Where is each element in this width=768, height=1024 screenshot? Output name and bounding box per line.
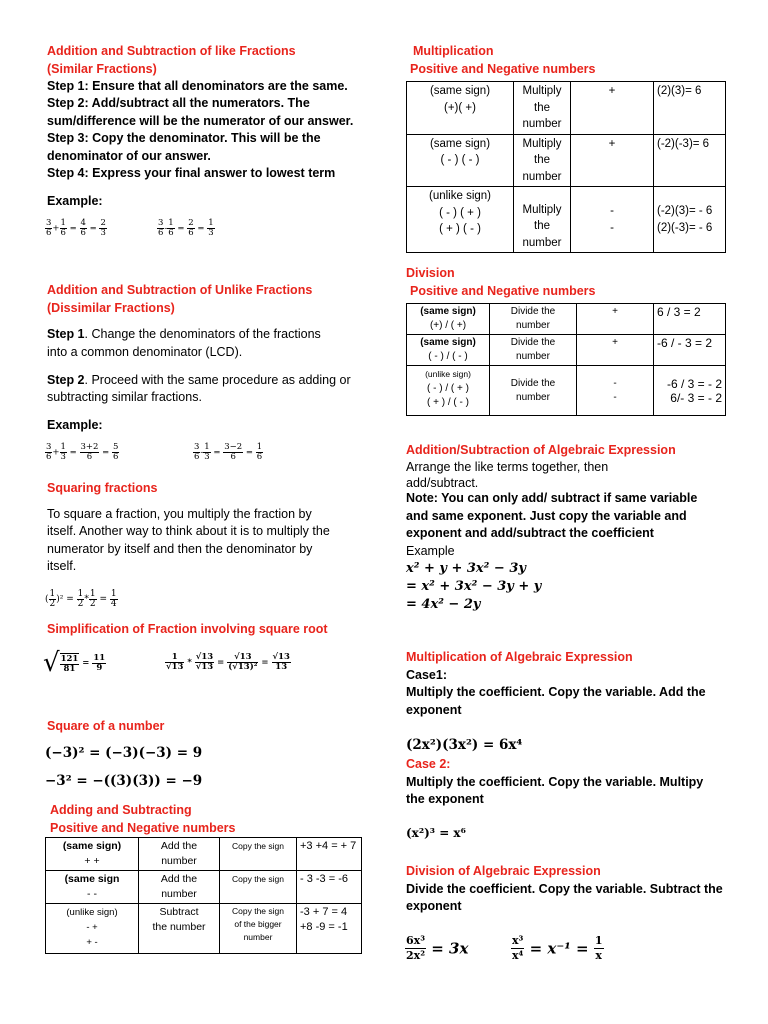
alg-mult-case-1: Case1: — [406, 668, 447, 682]
division-table — [406, 303, 726, 416]
cell-line: 6 / 3 = 2 — [657, 305, 701, 319]
cell-line: - + — [86, 922, 98, 933]
cell-line: (2)(3)= 6 — [657, 85, 702, 97]
table-cell — [654, 335, 726, 366]
unlike-fractions-title: Addition and Subtraction of Unlike Fractions — [47, 283, 313, 297]
cell-line: number — [522, 170, 562, 183]
like-step-1: Step 1: Ensure that all denominators are the same. — [47, 79, 348, 93]
table-cell — [220, 838, 297, 871]
cell-line: + + — [84, 855, 100, 867]
cell-line: Add the — [160, 873, 198, 885]
table-cell — [407, 335, 490, 366]
cell-line: of the bigger — [234, 919, 282, 929]
squaring-example: ( $\frac{1}{2}$ )² = $\frac{1}{2}$ * $\frac{1}{2}$ = $\frac{1}{4}$ — [45, 589, 117, 609]
unlike-example-subtraction: $\frac{3}{6}$ - $\frac{1}{3}$ = $\frac{3-2}{6}$ = $\frac{1}{6}$ — [194, 442, 263, 462]
cell-line: 6/- 3 = - 2 — [670, 390, 722, 405]
alg-mult-case-2-line-1: Multiply the coefficient. Copy the variable. Multipy — [406, 775, 704, 789]
cell-line: the — [534, 101, 550, 114]
cell-line: - — [613, 377, 617, 389]
cell-line: Add the — [160, 840, 198, 852]
cell-line: Copy the sign — [232, 906, 284, 916]
cell-line: Copy the sign — [232, 841, 284, 851]
unlike-step-2a-rest: . Proceed with the same procedure as adding or — [84, 373, 351, 387]
table-row — [407, 304, 726, 335]
alg-addsub-example-label: Example — [406, 544, 455, 558]
cell-line: +8 -9 = -1 — [300, 921, 348, 933]
cell-line: the — [534, 220, 550, 232]
cell-line: (same sign) — [420, 337, 476, 348]
cell-line: number — [522, 118, 562, 130]
multiplication-table — [406, 81, 726, 253]
cell-line: + — [612, 306, 618, 317]
cell-line: number — [161, 888, 197, 900]
cell-line: - 3 -3 = -6 — [300, 873, 348, 885]
alg-addsub-line-1: Arrange the like terms together, then — [406, 460, 609, 474]
like-step-3a: Step 3: Copy the denominator. This will be the — [47, 131, 321, 145]
cell-line: (unlike sign) — [425, 369, 471, 379]
unlike-step-1a-rest: . Change the denominators of the fractions — [84, 327, 321, 341]
table-cell — [46, 838, 139, 871]
table-cell — [46, 904, 139, 954]
division-subtitle: Positive and Negative numbers — [410, 284, 596, 298]
table-cell — [654, 366, 726, 416]
cell-line: ( + ) ( - ) — [439, 223, 481, 235]
alg-mult-case-1-line-1: Multiply the coefficient. Copy the variable. Add the — [406, 685, 706, 699]
table-cell — [407, 366, 490, 416]
table-cell — [577, 335, 654, 366]
like-step-2a: Step 2: Add/subtract all the numerators. The — [47, 96, 310, 110]
cell-line: Divide the — [510, 337, 556, 348]
table-cell — [654, 82, 726, 135]
alg-addsub-note-2: and same exponent. Just copy the variable and — [406, 509, 687, 523]
table-cell — [407, 82, 514, 135]
cell-line: (same sign — [64, 873, 120, 885]
square-number-title: Square of a number — [47, 719, 165, 733]
like-example-subtraction: $\frac{3}{6}$ - $\frac{1}{6}$ = $\frac{2}{6}$ = $\frac{1}{3}$ — [158, 218, 214, 238]
cell-line: Copy the sign — [232, 874, 284, 884]
addsub-table — [45, 837, 362, 954]
squaring-line-2: itself. Another way to think about it is to multiply the — [47, 524, 330, 538]
alg-addsub-step-1: x² + y + 3x² − 3y — [406, 561, 526, 576]
table-cell — [577, 366, 654, 416]
like-example-label: Example: — [47, 194, 103, 208]
cell-line: ( - ) ( + ) — [439, 206, 481, 219]
alg-addsub-note-1: Note: You can only add/ subtract if same variable — [406, 491, 698, 505]
cell-line: number — [522, 236, 562, 249]
table-cell — [490, 366, 577, 416]
table-cell — [407, 134, 514, 187]
table-cell — [577, 304, 654, 335]
alg-addsub-line-2: add/subtract. — [406, 476, 479, 490]
cell-line: (unlike sign) — [429, 190, 491, 202]
division-title: Division — [406, 266, 455, 280]
cell-line: Multiply — [522, 85, 562, 97]
cell-line: ( - ) / ( - ) — [428, 351, 468, 362]
table-cell — [297, 838, 362, 871]
table-cell — [654, 304, 726, 335]
sqrt-example-1: √ $\frac{121}{81}$ = $\frac{11}{9}$ — [43, 648, 106, 678]
cell-line: Divide the — [510, 306, 556, 317]
cell-line: ( - ) ( - ) — [440, 154, 480, 166]
cell-line: number — [161, 855, 197, 867]
cell-line: -6 / - 3 = 2 — [657, 336, 713, 350]
unlike-step-2a: Step 2. Proceed with the same procedure as adding or — [47, 373, 351, 387]
cell-line: number — [516, 320, 550, 331]
cell-line: - — [610, 205, 614, 217]
table-row — [407, 366, 726, 416]
cell-line: + — [608, 85, 616, 97]
table-cell — [220, 904, 297, 954]
cell-line: - — [610, 221, 614, 234]
table-cell — [654, 187, 726, 253]
cell-line: + — [612, 337, 618, 348]
cell-line: the number — [152, 921, 206, 933]
squaring-line-3: numerator by itself and then the denominator by — [47, 542, 313, 556]
unlike-step-1b: into a common denominator (LCD). — [47, 345, 243, 359]
alg-mult-eq-2: (x²)³ = x⁶ — [406, 826, 466, 840]
cell-line: (2)(-3)= - 6 — [657, 221, 713, 234]
cell-line: -6 / 3 = - 2 — [666, 376, 722, 391]
cell-line: Multiply — [522, 203, 562, 216]
table-row — [46, 904, 362, 954]
table-cell — [139, 838, 220, 871]
like-fractions-title: Addition and Subtraction of like Fractions — [47, 44, 296, 58]
cell-line: (same sign) — [429, 137, 491, 150]
cell-line: number — [516, 391, 550, 403]
alg-addsub-step-2: = x² + 3x² − 3y + y — [406, 579, 542, 594]
alg-mult-case-2-line-2: the exponent — [406, 792, 484, 806]
table-row — [407, 187, 726, 253]
cell-line: (-2)(-3)= 6 — [657, 137, 710, 150]
alg-div-example-1: $\frac{\text{6x³}}{\text{2x²}}$ = 3x — [406, 934, 469, 962]
cell-line: (same sign) — [420, 306, 476, 317]
cell-line: the — [534, 154, 550, 166]
squaring-line-1: To square a fraction, you multiply the fraction by — [47, 507, 312, 521]
square-number-eq-2: −3² = −((3)(3)) = −9 — [45, 773, 203, 789]
table-cell — [571, 187, 654, 253]
cell-line: (same sign) — [62, 840, 122, 852]
cell-line: ( - ) / ( + ) — [427, 383, 469, 394]
alg-div-line-2: exponent — [406, 899, 462, 913]
cell-line: - — [613, 391, 617, 403]
table-cell — [407, 187, 514, 253]
table-cell — [514, 187, 571, 253]
sqrt-example-2: $\frac{1}{√13}$ * $\frac{√13}{√13}$ = $\frac{√13}{\text{(√13)²}}$ = $\frac{√13}{13}$ — [166, 652, 290, 672]
alg-addsub-title: Addition/Subtraction of Algebraic Expression — [406, 443, 676, 457]
alg-addsub-note-3: exponent and add/subtract the coefficient — [406, 526, 654, 540]
multiplication-subtitle: Positive and Negative numbers — [410, 62, 596, 76]
alg-div-example-2: $\frac{\text{x³}}{\text{x⁴}}$ = x⁻¹ = $\frac{1}{x}$ — [512, 934, 603, 962]
table-cell — [514, 134, 571, 187]
cell-line: (-2)(3)= - 6 — [657, 205, 713, 217]
cell-line: -3 + 7 = 4 — [300, 906, 348, 918]
cell-line: Subtract — [159, 906, 199, 918]
table-cell — [407, 304, 490, 335]
sqrt-title: Simplification of Fraction involving square root — [47, 622, 328, 636]
cell-line: ( + ) / ( - ) — [427, 397, 469, 408]
alg-mult-eq-1: (2x²)(3x²) = 6x⁴ — [406, 737, 523, 753]
table-row — [46, 838, 362, 871]
cell-line: (+) / ( +) — [429, 320, 467, 331]
multiplication-title: Multiplication — [413, 44, 494, 58]
addsub-subtitle: Positive and Negative numbers — [50, 821, 236, 835]
table-cell — [139, 871, 220, 904]
cell-line: (unlike sign) — [66, 907, 118, 918]
table-cell — [514, 82, 571, 135]
like-example-addition: $\frac{3}{6}$ + $\frac{1}{6}$ = $\frac{4}{6}$ = $\frac{2}{3}$ — [46, 218, 106, 238]
table-cell — [139, 904, 220, 954]
table-cell — [297, 904, 362, 954]
cell-line: Divide the — [510, 377, 556, 389]
alg-mult-title: Multiplication of Algebraic Expression — [406, 650, 633, 664]
squaring-line-4: itself. — [47, 559, 77, 573]
like-step-2b: sum/difference will be the numerator of our answer. — [47, 114, 354, 128]
unlike-example-addition: $\frac{3}{6}$ + $\frac{1}{3}$ = $\frac{3+2}{6}$ = $\frac{5}{6}$ — [46, 442, 119, 462]
table-cell — [490, 335, 577, 366]
table-cell — [571, 134, 654, 187]
table-row — [407, 335, 726, 366]
table-row — [407, 134, 726, 187]
cell-line: (same sign) — [429, 85, 491, 97]
table-cell — [220, 871, 297, 904]
cell-line: number — [516, 351, 550, 362]
table-cell — [46, 871, 139, 904]
unlike-step-1a: Step 1. Change the denominators of the fractions — [47, 327, 321, 341]
table-cell — [654, 134, 726, 187]
alg-mult-case-2: Case 2: — [406, 757, 451, 771]
like-step-3b: denominator of our answer. — [47, 149, 211, 163]
table-cell — [490, 304, 577, 335]
cell-line: + - — [86, 937, 98, 948]
alg-mult-case-1-line-2: exponent — [406, 703, 462, 717]
square-number-eq-1: (−3)² = (−3)(−3) = 9 — [45, 745, 203, 761]
squaring-title: Squaring fractions — [47, 481, 158, 495]
unlike-step-2b: subtracting similar fractions. — [47, 390, 202, 404]
cell-line: + — [608, 137, 616, 150]
cell-line: (+)( +) — [444, 101, 476, 114]
cell-line: number — [243, 932, 273, 942]
alg-addsub-step-3: = 4x² − 2y — [406, 597, 481, 612]
like-fractions-subtitle: (Similar Fractions) — [47, 62, 157, 76]
cell-line: - - — [87, 888, 97, 900]
table-row — [46, 871, 362, 904]
unlike-example-label: Example: — [47, 418, 103, 432]
table-cell — [571, 82, 654, 135]
cell-line: +3 +4 = + 7 — [300, 840, 357, 852]
like-step-4: Step 4: Express your final answer to lowest term — [47, 166, 336, 180]
alg-div-title: Division of Algebraic Expression — [406, 864, 601, 878]
addsub-title: Adding and Subtracting — [50, 803, 192, 817]
table-cell — [297, 871, 362, 904]
cell-line: Multiply — [522, 137, 562, 150]
table-row — [407, 82, 726, 135]
unlike-fractions-subtitle: (Dissimilar Fractions) — [47, 301, 175, 315]
alg-div-line-1: Divide the coefficient. Copy the variable. Subtract the — [406, 882, 723, 896]
